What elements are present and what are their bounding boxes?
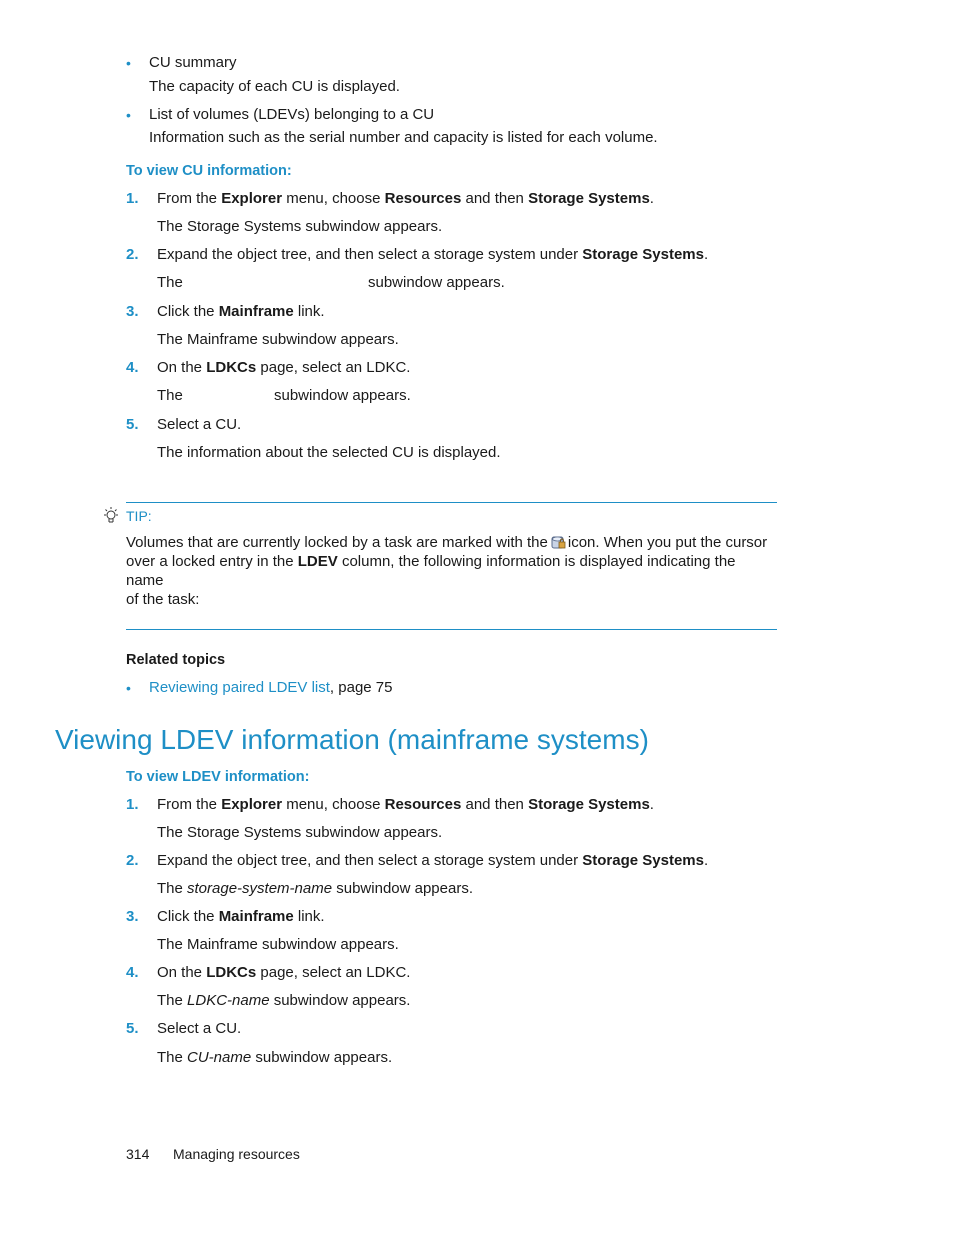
step-text: From the Explorer menu, choose Resources and then Storage Systems.	[157, 796, 654, 813]
step-result: The Storage Systems subwindow appears.	[157, 218, 443, 235]
lock-icon	[550, 534, 566, 550]
lightbulb-icon	[101, 505, 121, 527]
bullet-marker: •	[126, 55, 131, 71]
step-result: The Mainframe subwindow appears.	[157, 331, 399, 348]
bullet-title: CU summary	[149, 54, 237, 71]
footer-section: Managing resources	[173, 1146, 300, 1162]
step-result-suffix: subwindow appears.	[274, 387, 411, 404]
step-number: 2.	[126, 852, 139, 869]
related-topic-link[interactable]: Reviewing paired LDEV list	[149, 679, 330, 696]
step-result-prefix: The	[157, 387, 183, 404]
section-title: Viewing LDEV information (mainframe systems)	[55, 724, 649, 755]
related-topic-item: Reviewing paired LDEV list, page 75	[149, 679, 393, 696]
tip-bottom-rule	[126, 629, 777, 630]
step-text: Click the Mainframe link.	[157, 303, 325, 320]
step-text: On the LDKCs page, select an LDKC.	[157, 964, 411, 981]
step-number: 5.	[126, 1020, 139, 1037]
step-text: Click the Mainframe link.	[157, 908, 325, 925]
step-text: Expand the object tree, and then select a storage system under Storage Systems.	[157, 246, 709, 263]
step-result: The CU-name subwindow appears.	[157, 1049, 393, 1066]
step-result: The Storage Systems subwindow appears.	[157, 824, 443, 841]
step-number: 3.	[126, 908, 139, 925]
step-number: 4.	[126, 964, 139, 981]
step-result-prefix: The	[157, 274, 183, 291]
step-result: The Mainframe subwindow appears.	[157, 936, 399, 953]
tip-body: Volumes that are currently locked by a task are marked with the icon. When you put the cursor over a locked entry in the LDEV column, the following information is displayed indicating the name of the task:	[126, 534, 768, 608]
procedure-heading: To view CU information:	[126, 163, 292, 179]
step-number: 1.	[126, 796, 139, 813]
related-topics-heading: Related topics	[126, 652, 226, 668]
step-result: The LDKC-name subwindow appears.	[157, 992, 411, 1009]
step-number: 4.	[126, 359, 139, 376]
bullet-title: List of volumes (LDEVs) belonging to a CU	[149, 106, 435, 123]
step-result: The information about the selected CU is displayed.	[157, 444, 501, 461]
step-text: Expand the object tree, and then select a storage system under Storage Systems.	[157, 852, 709, 869]
page-number: 314	[126, 1146, 150, 1162]
step-result: The storage-system-name subwindow appears.	[157, 880, 473, 897]
step-text: From the Explorer menu, choose Resources and then Storage Systems.	[157, 190, 654, 207]
step-number: 3.	[126, 303, 139, 320]
step-number: 2.	[126, 246, 139, 263]
bullet-marker: •	[126, 680, 131, 696]
step-text: Select a CU.	[157, 416, 242, 433]
step-number: 1.	[126, 190, 139, 207]
step-result-suffix: subwindow appears.	[368, 274, 505, 291]
step-number: 5.	[126, 416, 139, 433]
bullet-description: The capacity of each CU is displayed.	[149, 78, 400, 95]
bullet-description: Information such as the serial number and capacity is listed for each volume.	[149, 129, 658, 146]
bullet-marker: •	[126, 107, 131, 123]
tip-label: TIP:	[126, 508, 152, 524]
tip-top-rule	[126, 502, 777, 503]
step-text: On the LDKCs page, select an LDKC.	[157, 359, 411, 376]
step-text: Select a CU.	[157, 1020, 242, 1037]
procedure-heading: To view LDEV information:	[126, 769, 310, 785]
